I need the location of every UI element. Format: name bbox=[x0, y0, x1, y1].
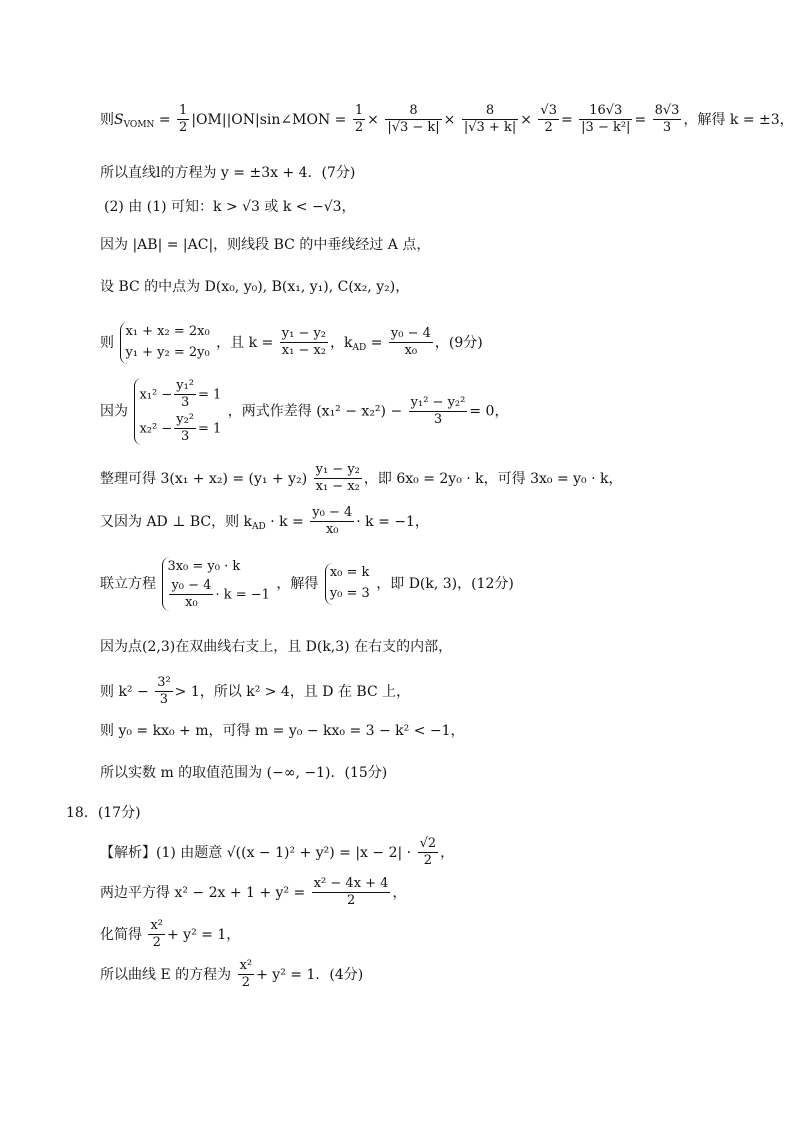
fraction bbox=[314, 462, 362, 496]
equation: x₁ + x₂ = 2x₀ bbox=[125, 324, 210, 339]
text: + y² = 1， bbox=[167, 926, 241, 943]
numerator: y₁² − y₂² bbox=[409, 395, 468, 412]
equation bbox=[139, 412, 221, 446]
line-text: 因为点(2,3)在双曲线右支上，且 D(k,3) 在右支的内部， bbox=[100, 639, 453, 655]
numerator: y₀ − 4 bbox=[310, 505, 354, 522]
fraction bbox=[148, 918, 165, 952]
equation-system bbox=[325, 563, 370, 605]
text: · k = −1， bbox=[356, 513, 429, 530]
numerator: x² − 4x + 4 bbox=[312, 876, 391, 893]
denominator: |3 − k²| bbox=[581, 120, 631, 136]
subscript: AD bbox=[252, 521, 266, 532]
equals: = bbox=[634, 111, 647, 128]
equals: = bbox=[560, 111, 573, 128]
fraction bbox=[238, 958, 255, 992]
equation-system bbox=[120, 322, 209, 364]
denominator: 2 bbox=[544, 120, 553, 136]
text: ，解得 k = ±3， bbox=[683, 111, 794, 128]
text: ，解得 bbox=[276, 576, 319, 593]
fraction bbox=[653, 103, 682, 137]
numerator: 8 bbox=[385, 103, 441, 120]
text: x₁² − bbox=[139, 387, 173, 403]
numerator: y₁² bbox=[174, 378, 196, 395]
fraction bbox=[174, 378, 196, 412]
equation-system bbox=[134, 378, 221, 445]
numerator: y₀ − 4 bbox=[169, 578, 213, 595]
fraction bbox=[389, 326, 433, 360]
fraction bbox=[280, 326, 328, 360]
fraction bbox=[418, 836, 439, 870]
denominator: 3 bbox=[180, 395, 190, 411]
denominator: x₀ bbox=[325, 522, 339, 538]
line-square bbox=[100, 876, 406, 910]
denominator: 2 bbox=[346, 893, 356, 909]
fraction bbox=[155, 675, 172, 709]
denominator: x₁ − x₂ bbox=[315, 479, 360, 495]
numerator: √2 bbox=[418, 836, 439, 853]
fraction bbox=[579, 103, 632, 137]
text: ，k bbox=[330, 334, 353, 351]
line-inequality bbox=[100, 675, 410, 709]
question-number: 18．(17分) bbox=[66, 805, 141, 821]
area-subscript: VOMN bbox=[123, 119, 155, 130]
text: ，且 k = bbox=[216, 334, 274, 351]
text: ， bbox=[440, 844, 455, 861]
equals: = bbox=[158, 111, 171, 128]
denominator: x₁ − x₂ bbox=[281, 343, 327, 359]
equation: y₁ + y₂ = 2y₀ bbox=[125, 344, 210, 360]
subscript: AD bbox=[352, 342, 367, 353]
line-text: (2) 由 (1) 可知：k > √3 或 k < −√3， bbox=[104, 199, 356, 215]
denominator: 2 bbox=[354, 120, 364, 136]
numerator: 8 bbox=[462, 103, 518, 120]
line-text: 所以实数 m 的取值范围为 (−∞, −1)．(15分) bbox=[100, 765, 388, 781]
text: 又因为 AD ⊥ BC，则 k bbox=[100, 513, 253, 530]
text: = 1 bbox=[198, 420, 222, 436]
line-system-2 bbox=[100, 378, 508, 445]
line-perpendicular bbox=[100, 505, 429, 539]
numerator: 16√3 bbox=[579, 103, 632, 120]
text: 因为 bbox=[100, 403, 128, 420]
denominator: 3 bbox=[180, 428, 190, 444]
text: + y² = 1．(4分) bbox=[256, 966, 364, 983]
fraction bbox=[462, 103, 518, 137]
text: > 1，所以 k² > 4，且 D 在 BC 上， bbox=[174, 683, 411, 700]
line-text: 因为 |AB| = |AC|，则线段 BC 的中垂线经过 A 点， bbox=[100, 237, 431, 253]
numerator: x² bbox=[148, 918, 165, 935]
equation bbox=[167, 578, 269, 612]
times: × bbox=[520, 111, 532, 128]
fraction bbox=[177, 103, 189, 137]
text: · k = bbox=[270, 513, 304, 530]
denominator: 2 bbox=[241, 975, 250, 991]
denominator: 2 bbox=[423, 853, 432, 869]
numerator: 3² bbox=[155, 675, 172, 692]
denominator: |√3 − k| bbox=[387, 120, 440, 136]
text: |OM||ON|sin∠MON = bbox=[191, 111, 347, 128]
text: ，即 6x₀ = 2y₀ · k，可得 3x₀ = y₀ · k， bbox=[363, 470, 623, 487]
denominator: x₀ bbox=[404, 343, 418, 359]
denominator: x₀ bbox=[185, 595, 198, 611]
text: = 1 bbox=[198, 387, 222, 403]
fraction bbox=[538, 103, 559, 137]
line-text: 则 y₀ = kx₀ + m，可得 m = y₀ − kx₀ = 3 − k² < −1， bbox=[100, 723, 465, 739]
fraction bbox=[353, 103, 365, 137]
text: ，即 D(k, 3)，(12分) bbox=[376, 576, 514, 593]
text: 联立方程 bbox=[100, 576, 156, 593]
line-rearrange bbox=[100, 462, 623, 496]
fraction bbox=[174, 412, 196, 446]
text: 则 bbox=[100, 111, 114, 128]
text: · k = −1 bbox=[215, 587, 270, 603]
numerator: √3 bbox=[538, 103, 559, 120]
times: × bbox=[367, 111, 379, 128]
numerator: 1 bbox=[353, 103, 365, 120]
text: 化简得 bbox=[100, 926, 142, 943]
text: ， bbox=[392, 884, 407, 901]
fraction bbox=[169, 578, 213, 612]
denominator: 2 bbox=[152, 935, 161, 951]
fraction bbox=[312, 876, 391, 910]
line-system-1 bbox=[100, 322, 483, 364]
numerator: 8√3 bbox=[653, 103, 682, 120]
text: 则 bbox=[100, 334, 114, 351]
line-system-3 bbox=[100, 557, 514, 611]
times: × bbox=[443, 111, 456, 128]
numerator: y₂² bbox=[174, 412, 196, 429]
area-symbol: S bbox=[114, 111, 124, 128]
line-text: 设 BC 的中点为 D(x₀, y₀), B(x₁, y₁), C(x₂, y₂)， bbox=[100, 279, 410, 295]
equals: = bbox=[370, 334, 383, 351]
denominator: 3 bbox=[433, 412, 443, 427]
numerator: x² bbox=[238, 958, 255, 975]
line-area-formula bbox=[100, 103, 794, 137]
numerator: y₁ − y₂ bbox=[314, 462, 362, 479]
text: 整理可得 3(x₁ + x₂) = (y₁ + y₂) bbox=[100, 470, 308, 487]
equation: y₀ = 3 bbox=[329, 586, 370, 602]
text: ，(9分) bbox=[434, 334, 483, 351]
denominator: |√3 + k| bbox=[463, 120, 517, 136]
line-conclusion bbox=[100, 958, 363, 992]
line-text: 所以直线l的方程为 y = ±3x + 4．(7分) bbox=[100, 165, 356, 181]
equation bbox=[139, 378, 221, 412]
text: 【解析】(1) 由题意 √((x − 1)² + y²) = |x − 2| · bbox=[100, 844, 412, 861]
denominator: 3 bbox=[662, 120, 672, 136]
equation: 3x₀ = y₀ · k bbox=[167, 559, 241, 574]
text: = 0， bbox=[469, 403, 509, 420]
fraction bbox=[409, 395, 468, 429]
denominator: 2 bbox=[179, 120, 188, 136]
text: 所以曲线 E 的方程为 bbox=[100, 966, 232, 983]
fraction bbox=[310, 505, 354, 539]
text: x₂² − bbox=[139, 420, 173, 436]
line-simplify bbox=[100, 918, 240, 952]
equation: x₀ = k bbox=[329, 565, 370, 581]
line-analysis bbox=[100, 836, 454, 870]
fraction bbox=[385, 103, 441, 137]
numerator: 1 bbox=[177, 103, 189, 120]
text: 两边平方得 x² − 2x + 1 + y² = bbox=[100, 884, 306, 901]
denominator: 3 bbox=[159, 692, 169, 708]
text: ，两式作差得 (x₁² − x₂²) − bbox=[227, 403, 403, 420]
numerator: y₀ − 4 bbox=[389, 326, 433, 343]
numerator: y₁ − y₂ bbox=[280, 326, 328, 343]
text: 则 k² − bbox=[100, 683, 149, 700]
equation-system bbox=[162, 557, 269, 611]
